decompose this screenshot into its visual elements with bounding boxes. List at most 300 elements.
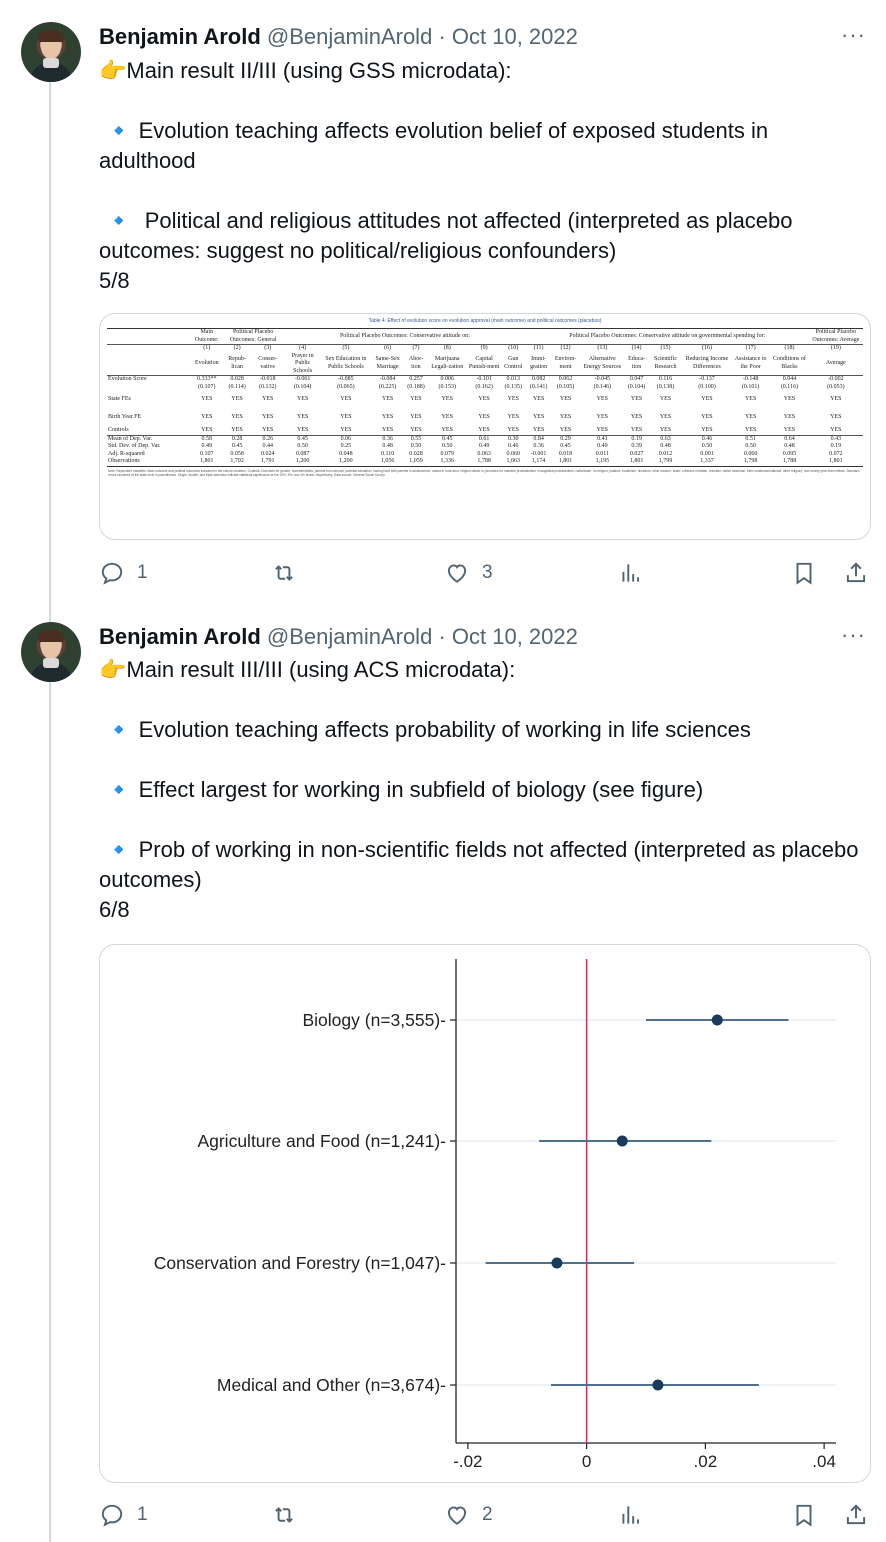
column-header: Sex Education in Public Schools [325,356,367,370]
table-cell: YES [701,396,713,403]
table-cell: YES [201,396,213,403]
bookmark-button[interactable] [791,1502,817,1528]
point-estimate [551,1258,562,1269]
table-cell: (0.116) [780,383,799,390]
table-cell: YES [559,414,572,421]
table-cell: YES [659,414,672,421]
table-cell: 1,801 [629,458,644,464]
table-cell: 0.060 [506,450,521,457]
table-cell: 0.26 [252,435,284,443]
table-cell: 0.45 [560,443,571,449]
table-cell: (0.146) [593,383,612,390]
table-cell: YES [532,414,545,421]
table-cell: YES [231,396,243,403]
table-cell: YES [783,396,796,403]
table-cell: (0.107) [198,383,216,390]
table-cell: 0.028 [223,376,252,384]
tweet-date[interactable]: Oct 10, 2022 [451,624,578,649]
table-cell: 0.001 [700,450,714,457]
column-number: (1) [191,345,223,353]
table-cell: YES [201,427,213,433]
table-cell: YES [340,396,352,403]
table-cell: YES [830,414,842,421]
table-cell: (0.104) [627,383,646,390]
table-cell: YES [596,427,609,433]
row-label: Controls [108,427,129,433]
table-row [107,451,863,459]
table-row [107,427,863,435]
category-label: Biology (n=3,555)- [302,1010,446,1030]
table-cell: 0.64 [770,435,808,443]
author-name[interactable]: Benjamin Arold [99,624,261,649]
table-cell: 0.110 [380,450,395,457]
table-cell: YES [532,427,545,433]
table-cell: 1,801 [829,458,843,464]
column-number: (12) [551,345,579,353]
table-cell: YES [441,414,453,421]
table-cell: YES [262,427,274,433]
column-header: Environ-ment [554,356,577,370]
table-cell: 0.58 [191,435,223,443]
row-label: Std. Dev. of Dep. Var. [108,443,161,449]
share-icon [843,560,869,586]
table-cell: 0.49 [478,443,490,449]
table-cell: 1,337 [700,458,714,464]
table-row [107,435,863,443]
table-cell: 1,801 [558,458,573,464]
table-cell: 0.50 [745,443,756,449]
table-cell: 0.50 [410,443,422,449]
column-header: Conser-vative [258,356,278,370]
table-cell: YES [381,396,394,403]
table-row [107,443,863,451]
point-estimate [712,1015,723,1026]
category-label: Agriculture and Food (n=1,241)- [197,1131,446,1151]
table-cell: 0.006 [427,376,468,384]
column-number: (6) [370,345,405,353]
table-cell: 0.41 [580,435,625,443]
bookmark-icon [791,1502,817,1528]
table-cell: -0.101 [468,376,501,384]
tweet-text: 👉Main result II/III (using GSS microdata): 🔹 Evolution teaching affects evolution belief of exposed students in adulthood 🔹 Political and religious attitudes not affected (interpreted as placebo outcomes: suggest no political/religious confounders) 5/8 [99,58,793,293]
column-number: (2) [223,345,252,353]
table-cell: YES [507,427,519,433]
table-cell: YES [630,427,643,433]
table-cell: YES [830,427,842,433]
table-cell: 1,200 [295,458,310,464]
table-cell: 0.45 [427,435,468,443]
table-cell: YES [231,427,243,433]
table-cell: YES [507,396,519,403]
table-cell: YES [262,396,274,403]
table-cell: 0.30 [501,435,526,443]
table-cell: 0.079 [440,450,454,457]
table-cell: 0.058 [230,450,244,457]
table-cell: 0.63 [648,435,683,443]
group-spending: Political Placebo Outcomes: Conservative attitude on governmental spending for: [526,329,809,345]
table-cell: YES [296,396,309,403]
table-cell: 0.013 [501,376,526,384]
table-cell: 0.333** [191,376,223,384]
table-cell: 0.45 [284,435,322,443]
share-button[interactable] [843,560,869,586]
repost-icon [271,1502,297,1528]
table-cell: YES [559,427,572,433]
table-cell: 0.46 [508,443,519,449]
table-cell: 0.116 [648,376,683,384]
table-cell: 0.062 [551,376,579,384]
table-cell: YES [381,414,394,421]
table-cell: 0.49 [201,443,213,449]
reply-count: 1 [137,562,148,583]
reply-button[interactable] [99,1502,148,1528]
table-cell: 0.011 [595,450,609,457]
column-number: (14) [625,345,648,353]
table-cell: -0.061 [284,376,322,384]
table-cell: 0.018 [558,450,573,457]
heart-icon [444,560,470,586]
like-button[interactable] [444,1502,493,1528]
table-cell: YES [296,414,309,421]
table-cell: YES [441,427,453,433]
table-cell: 0.46 [683,435,731,443]
table-cell: 1,799 [658,458,673,464]
table-cell: (0.100) [698,383,716,390]
column-header: Educa-tion [628,356,646,370]
tweet-date[interactable]: Oct 10, 2022 [451,24,578,49]
table-cell: 0.024 [260,450,275,457]
table-column-row [107,353,863,376]
table-cell: 0.072 [829,450,843,457]
point-estimate [652,1380,663,1391]
table-cell: (0.225) [378,383,397,390]
table-cell: (0.065) [337,383,355,390]
column-header: Marijuana Legali-zation [431,356,464,370]
share-button[interactable] [843,1502,869,1528]
column-number: (8) [427,345,468,353]
table-cell: 1,801 [200,458,214,464]
reply-count: 1 [137,1504,148,1525]
views-button[interactable] [618,560,644,586]
group-main: Main Outcome: [191,329,223,345]
column-header: Reducing Income Differences [685,356,729,370]
table-cell: YES [532,396,545,403]
table-cell: (0.138) [656,383,675,390]
table-cell: YES [630,396,643,403]
table-cell: 0.36 [370,435,405,443]
tweet-text: 👉Main result III/III (using ACS microdata): 🔹 Evolution teaching affects probability of working in life sciences 🔹 Effect largest for working in subfield of biology (see figure) 🔹 Prob of working in non-scientific fields not affected (interpreted as placebo outcomes) 6/8 [99,657,859,922]
table-cell: YES [478,396,490,403]
coefficient-plot-image[interactable] [99,944,871,1483]
table-cell: 0.012 [658,450,673,457]
table-cell: 0.28 [223,435,252,443]
table-cell: 0.087 [295,450,310,457]
table-cell: YES [630,414,643,421]
share-icon [843,1502,869,1528]
table-cell: YES [701,414,713,421]
analytics-icon [618,560,644,586]
table-title: Table 4: Effect of evolution score on evolution approval (main outcome) and political outcomes (placebos) [368,318,602,324]
views-button[interactable] [618,1502,644,1528]
table-cell: 0.45 [231,443,243,449]
table-cell: 1,063 [506,458,521,464]
table-cell: (0.101) [741,383,760,390]
repost-button[interactable] [271,560,297,586]
table-cell: 0.48 [660,443,671,449]
analytics-icon [618,1502,644,1528]
table-cell: 0.044 [770,376,808,384]
table-cell: 0.027 [629,450,644,457]
column-number: (15) [648,345,683,353]
row-label: Mean of Dep. Var. [107,435,191,443]
table-cell: -0.084 [370,376,405,384]
column-header: Same-Sex Marriage [375,356,400,370]
heart-icon [444,1502,470,1528]
column-header: Alternative Energy Sources [583,356,622,370]
table-cell: 1,788 [477,458,491,464]
table-cell: 0.063 [477,450,491,457]
table-cell: YES [410,427,422,433]
column-header: Gun Control [504,356,523,370]
table-cell: 0.51 [731,435,770,443]
table-cell: YES [659,396,672,403]
table-cell: 0.257 [405,376,427,384]
table-cell: 0.44 [262,443,273,449]
group-average: Political Placebo Outcomes: Average [809,329,863,345]
table-cell: 0.36 [533,443,544,449]
table-cell: 1,791 [260,458,275,464]
table-cell: 0.028 [409,450,423,457]
column-header: Prayer in Public Schools [291,352,314,374]
table-cell: YES [410,396,422,403]
table-cell: 1,336 [440,458,454,464]
table-cell: YES [596,396,609,403]
table-cell: 1,056 [380,458,395,464]
table-cell: (0.114) [228,383,246,390]
column-number: (11) [526,345,552,353]
table-cell: YES [381,427,394,433]
reply-icon [99,1502,125,1528]
repost-icon [271,560,297,586]
table-cell: 0.29 [551,435,579,443]
regression-table [107,328,863,467]
table-cell: 0.61 [468,435,501,443]
table-note: Note: Dependent variables: Main outcome and political outcomes indicated in the column headers. Controls: Dummies for gender, race/ethnicities, parents born abroad, parental education, having lived with parents in adolescence, raised in rural area, religion raised in (dummies for mainline protestantism, evangelical protestantism, catholicism, no religion, judaism, buddhism, hinduism, other eastern, islam, orthodox christian, christian, native american, inter-nondenominational, other religion), and survey year fixed effects. Standard errors clustered at the state level in parentheses. Single, double, and triple asterisks indicate statistical significance at the 10%, 5%, and 1% levels, respectively. Data source: General Social Survey. [108,468,860,477]
column-number: (18) [770,345,808,353]
column-number: (16) [683,345,731,353]
author-handle[interactable]: @BenjaminArold [266,24,433,49]
table-cell: (0.141) [529,383,548,390]
column-number: (17) [731,345,770,353]
table-cell: YES [478,414,490,421]
table-cell: -0.002 [809,376,863,384]
table-cell: YES [441,396,453,403]
table-cell: YES [744,396,757,403]
column-number: (4) [284,345,322,353]
table-cell: 0.50 [442,443,453,449]
thread-connector [49,82,51,1542]
table-cell: YES [340,427,352,433]
table-cell: 1,792 [230,458,244,464]
table-cell: YES [744,427,757,433]
table-cell: YES [830,396,842,403]
x-tick-label: -.02 [453,1452,483,1471]
column-header: Scientific Research [654,356,678,370]
row-label: Observations [108,458,140,464]
table-cell: (0.153) [438,383,456,390]
bookmark-button[interactable] [791,560,817,586]
table-cell: YES [231,414,243,421]
table-row [107,391,863,409]
avatar[interactable] [21,622,81,682]
table-cell: (0.132) [258,383,277,390]
table-cell: 0.50 [701,443,713,449]
table-cell: 0.50 [297,443,308,449]
column-header: Immi-gration [530,356,548,370]
tweet-actions [99,1502,869,1532]
table-cell: 0.43 [809,435,863,443]
row-label: Evolution Score [107,376,191,384]
table-cell: YES [659,427,672,433]
table-cell: 0.082 [526,376,552,384]
coefficient-plot [100,945,870,1482]
table-cell: YES [262,414,274,421]
table-cell: 0.06 [322,435,371,443]
table-cell: 1,200 [339,458,353,464]
table-cell: 1,798 [743,458,758,464]
column-number: (5) [322,345,371,353]
column-number: (19) [809,345,863,353]
repost-button[interactable] [271,1502,297,1528]
table-cell: -0.085 [322,376,371,384]
table-cell: 0.55 [405,435,427,443]
regression-table-image[interactable] [99,313,871,540]
bookmark-icon [791,560,817,586]
table-cell: -0.045 [580,376,625,384]
table-cell: YES [340,414,352,421]
row-label [107,384,191,392]
reply-icon [99,560,125,586]
row-label: State FEs [108,396,131,403]
table-cell: 0.49 [597,443,608,449]
category-label: Conservation and Forestry (n=1,047)- [153,1253,446,1273]
table-cell: 0.048 [339,450,353,457]
table-cell: YES [410,414,422,421]
table-cell: 1,788 [782,458,797,464]
x-tick-label: .02 [693,1452,718,1471]
like-count: 2 [482,1504,493,1525]
table-cell: YES [701,427,713,433]
column-header: Evolution [194,360,219,366]
more-options-icon[interactable]: ··· [841,22,866,47]
like-button[interactable] [444,560,493,586]
table-cell: YES [296,427,309,433]
table-cell: 1,059 [409,458,423,464]
table-cell: -0.148 [731,376,770,384]
table-cell: (0.104) [293,383,312,390]
table-cell: 0.19 [625,435,648,443]
separator-dot: · [438,624,446,649]
table-cell: YES [596,414,609,421]
table-cell: 0.39 [631,443,642,449]
table-row [107,376,863,384]
table-cell: YES [201,414,213,421]
column-number: (9) [468,345,501,353]
column-number: (13) [580,345,625,353]
more-options-icon[interactable]: ··· [841,622,866,647]
table-cell: 0.107 [200,450,214,457]
table-cell: 1,174 [531,458,546,464]
column-header: Abor-tion [408,356,424,370]
table-cell: 0.25 [340,443,352,449]
tweet-header [99,622,578,652]
table-cell: -0.018 [252,376,284,384]
table-cell: YES [783,414,796,421]
table-cell: 1,195 [595,458,610,464]
x-tick-label: 0 [581,1452,592,1471]
table-cell: 0.19 [830,443,842,449]
column-header: Capital Punish-ment [468,356,500,370]
table-number-row [107,345,863,353]
point-estimate [617,1136,628,1147]
table-cell: 0.060 [743,450,758,457]
table-cell: YES [507,414,519,421]
column-number: (3) [252,345,284,353]
table-cell: -0.001 [530,450,547,457]
table-row [107,384,863,392]
table-cell: YES [478,427,490,433]
table-cell: 0.047 [625,376,648,384]
table-cell: YES [783,427,796,433]
table-cell: 0.84 [526,435,552,443]
table-row [107,409,863,427]
category-label: Medical and Other (n=3,674)- [216,1375,446,1395]
group-general: Political Placebo Outcomes: General [223,329,284,345]
author-handle[interactable]: @BenjaminArold [266,624,433,649]
avatar[interactable] [21,22,81,82]
table-cell: (0.105) [556,383,575,390]
table-cell: (0.162) [475,383,493,390]
tweet-header [99,22,578,52]
table-cell: 0.095 [782,450,797,457]
row-label: Adj. R-squared [108,450,145,457]
table-cell: 0.48 [382,443,393,449]
column-number: (10) [501,345,526,353]
x-tick-label: .04 [812,1452,836,1471]
reply-button[interactable] [99,560,148,586]
table-cell: YES [559,396,572,403]
row-label: Birth Year FE [108,414,142,421]
separator-dot: · [438,24,446,49]
tweet-actions [99,560,869,590]
group-conservative: Political Placebo Outcomes: Conservative attitude on: [284,329,526,345]
like-count: 3 [482,562,493,583]
table-cell: YES [744,414,757,421]
table-cell: (0.188) [407,383,425,390]
column-header: Average [825,360,846,366]
table-cell: (0.135) [504,383,523,390]
table-group-row [107,329,863,345]
table-cell: -0.137 [683,376,731,384]
table-row [107,458,863,466]
table-cell: (0.053) [827,383,845,390]
table-cell: 0.48 [784,443,795,449]
author-name[interactable]: Benjamin Arold [99,24,261,49]
column-number: (7) [405,345,427,353]
column-header: Repub-lican [228,356,246,370]
column-header: Conditions of Blacks [773,356,806,370]
column-header: Assistance to the Poor [734,356,767,370]
